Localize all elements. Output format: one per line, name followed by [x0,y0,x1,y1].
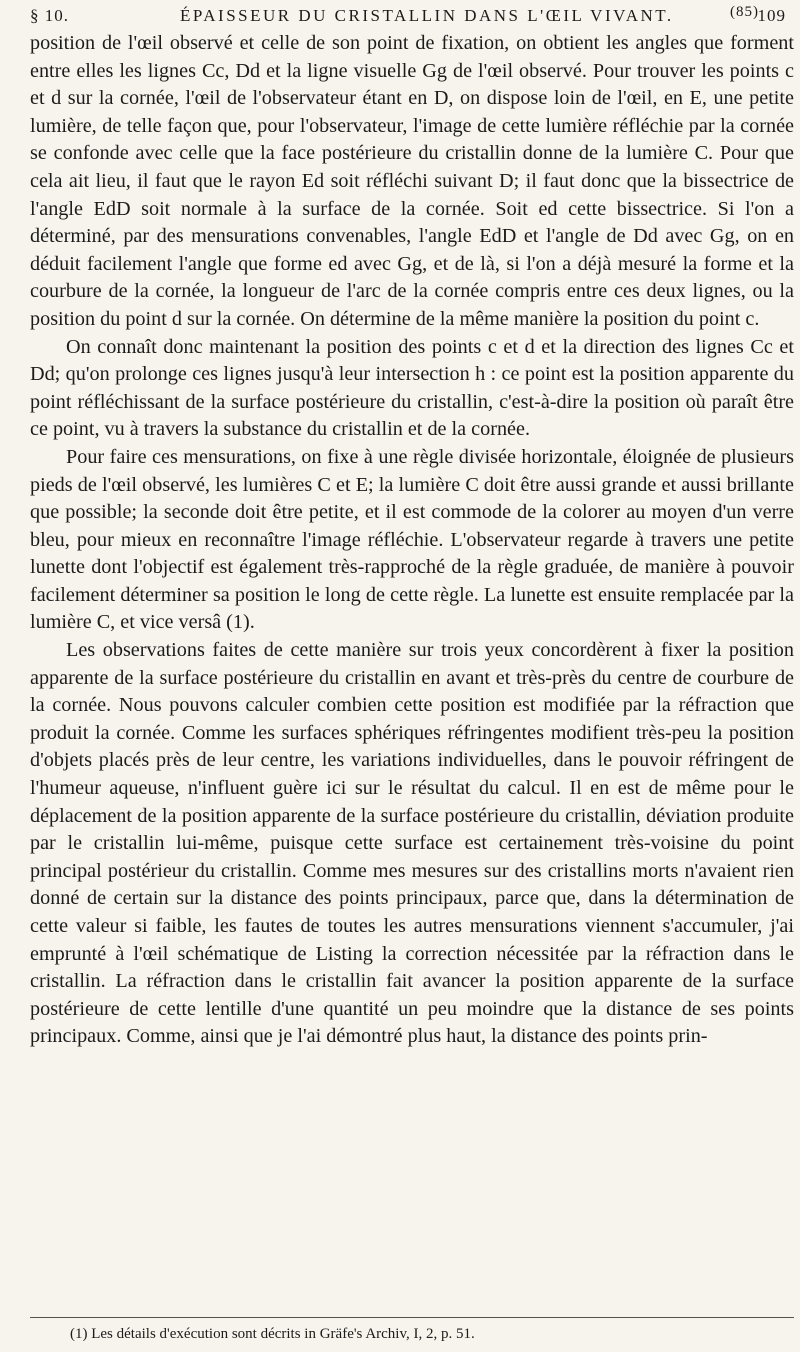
paragraph: Les observations faites de cette manière sur trois yeux concordèrent à fixer la position apparente de la surface postérieure du cristallin en avant et très-près du centre de courbure de la cornée. Nous pouvons calculer combien cette position est modifiée par la réfraction que produit la cornée. Comme les surfaces sphériques réfringentes modifient très-peu la position d'objets placés près de leur centre, les variations individuelles, dans le pouvoir réfringent de l'humeur aqueuse, n'influent guère ici sur le résultat du calcul. Il en est de même pour le déplacement de la position apparente de la surface postérieure du cristallin, déviation produite par le cristallin lui-même, puisque cette surface est certainement très-voisine du point principal postérieur du cristallin. Comme mes mesures sur des cristallins morts n'avaient rien donné de certain sur la distance des points principaux, parce que, dans la détermination de cette valeur si faible, les fautes de toutes les autres mensurations viennent s'accumuler, j'ai emprunté à l'œil schématique de Listing la correction nécessitée par la réfraction dans le cristallin. La réfraction dans le cristallin fait avancer la position apparente de la surface postérieure de cette lentille d'une quantité un peu moindre que la distance de ses points principaux. Comme, ainsi que je l'ai démontré plus haut, la distance des points prin- [30,639,794,1048]
bracketed-page-number: (85) [730,4,759,20]
running-head [30,4,786,30]
footnote-rule [30,1317,794,1318]
paragraph: On connaît donc maintenant la position des points c et d et la direction des lignes Cc et Dd; qu'on prolonge ces lignes jusqu'à leur intersection h : ce point est la position apparente du point réfléchissant de la surface postérieure du cristallin, c'est-à-dire la position où paraît être ce point, vu à travers la substance du cristallin et de la cornée. [30,335,794,441]
running-title: ÉPAISSEUR DU CRISTALLIN DANS L'ŒIL VIVANT. [180,6,674,25]
paragraph: position de l'œil observé et celle de son point de fixation, on obtient les angles que forment entre elles les lignes Cc, Dd et la ligne visuelle Gg de l'œil observé. Pour trouver les points c et d sur la cornée, l'œil de l'observateur étant en D, on dispose loin de l'œil, en E, une petite lumière, de telle façon que, pour l'observateur, l'image de cette lumière réfléchie par la cornée se confonde avec celle que la face postérieure du cristallin donne de la lumière C. Pour que cela ait lieu, il faut que le rayon Ed soit réfléchi suivant D; il faut donc que la bissectrice de l'angle EdD soit normale à la surface de la cornée. Soit ed cette bissectrice. Si l'on a déterminé, par des mensurations convenables, l'angle EdD et l'angle de Dd avec Gg, on en déduit facilement l'angle que forme ed avec Gg, et de là, si l'on a déjà mesuré la forme et la courbure de la cornée, la longueur de l'arc de la cornée compris entre ces deux lignes, ou la position du point d sur la cornée. On détermine de la même manière la position du point c. [30,32,794,330]
section-number: § 10. [30,6,69,25]
paragraph: Pour faire ces mensurations, on fixe à une règle divisée horizontale, éloignée de plusieurs pieds de l'œil observé, les lumières C et E; la lumière C doit être aussi grande et aussi brillante que possible; la seconde doit être petite, et il est commode de la colorer au moyen d'un verre bleu, pour mieux en reconnaître l'image réfléchie. L'observateur regarde à travers une petite lunette dont l'objectif est également très-rapproché de la règle graduée, de manière à pouvoir facilement déterminer sa position le long de cette règle. La lunette est ensuite remplacée par la lumière C, et vice versâ (1). [30,445,794,634]
page-number: 109 [757,6,786,25]
body-text [30,30,794,1051]
footnote: (1) Les détails d'exécution sont décrits in Gräfe's Archiv, I, 2, p. 51. [70,1326,475,1342]
